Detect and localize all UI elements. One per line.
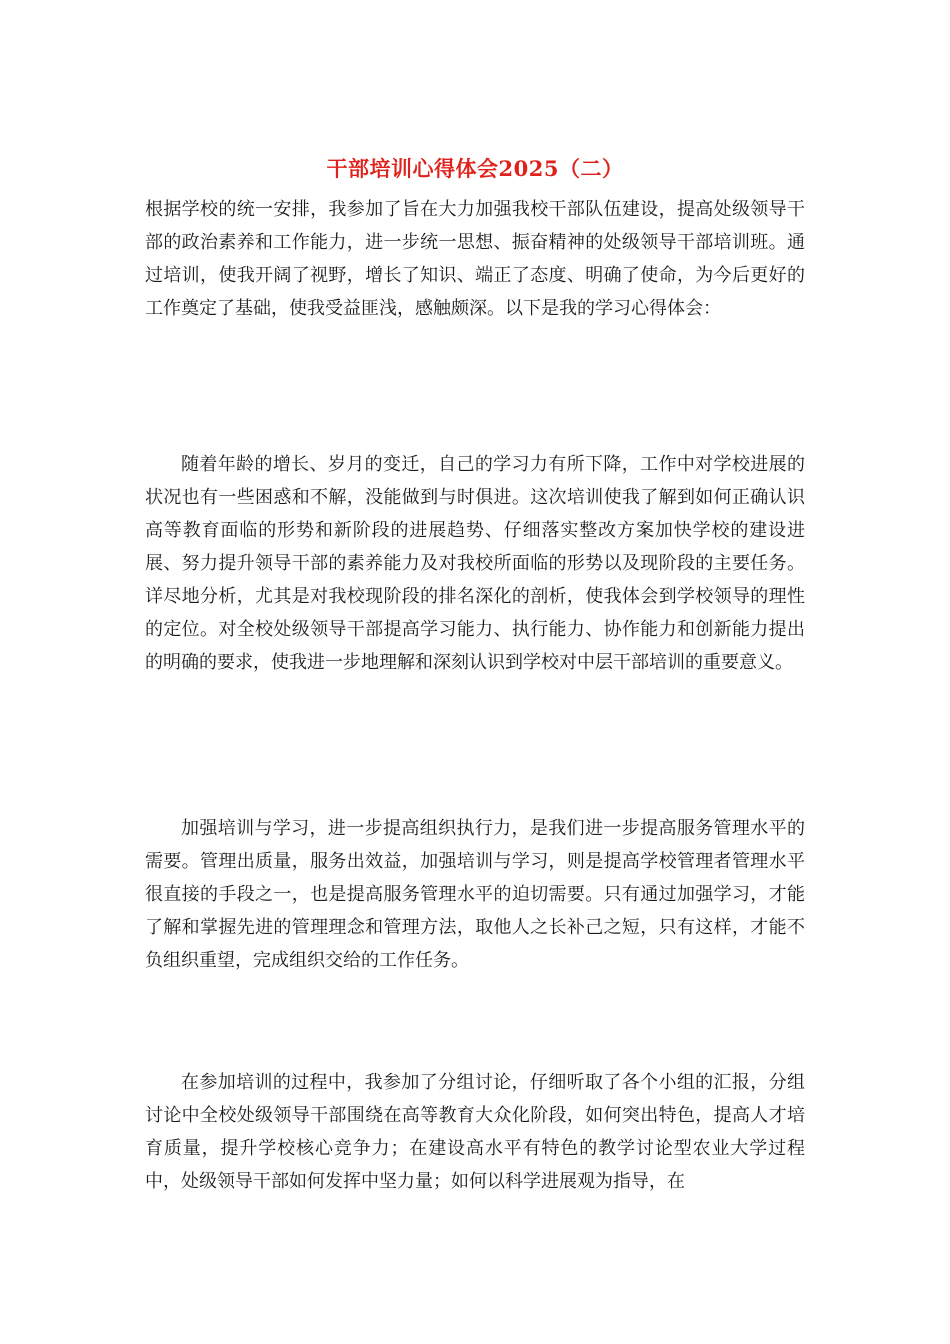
paragraph-intro: 根据学校的统一安排，我参加了旨在大力加强我校干部队伍建设，提高处级领导干部的政治素养和工作能力，进一步统一思想、振奋精神的处级领导干部培训班。通过培训，使我开阔了视野，增长了知识、端正了态度、明确了使命，为今后更好的工作奠定了基础，使我受益匪浅，感触颇深。以下是我的学习心得体会：: [145, 199, 805, 319]
document-title: 干部培训心得体会2025（二）: [326, 156, 624, 181]
paragraph-learning: 随着年龄的增长、岁月的变迁，自己的学习力有所下降，工作中对学校进展的状况也有一些困惑和不解，没能做到与时俱进。这次培训使我了解到如何正确认识高等教育面临的形势和新阶段的进展趋势、仔细落实整改方案加快学校的建设进展、努力提升领导干部的素养能力及对我校所面临的形势以及现阶段的主要任务。详尽地分析，尤其是对我校现阶段的排名深化的剖析，使我体会到学校领导的理性的定位。对全校处级领导干部提高学习能力、执行能力、协作能力和创新能力提出的明确的要求，使我进一步地理解和深刻认识到学校对中层干部培训的重要意义。: [145, 454, 805, 673]
paragraph-management: 加强培训与学习，进一步提高组织执行力，是我们进一步提高服务管理水平的需要。管理出质量，服务出效益，加强培训与学习，则是提高学校管理者管理水平很直接的手段之一，也是提高服务管理水平的迫切需要。只有通过加强学习，才能了解和掌握先进的管理理念和管理方法，取他人之长补己之短，只有这样，才能不负组织重望，完成组织交给的工作任务。: [145, 818, 805, 971]
paragraph-discussion: 在参加培训的过程中，我参加了分组讨论，仔细听取了各个小组的汇报，分组讨论中全校处级领导干部围绕在高等教育大众化阶段，如何突出特色，提高人才培育质量，提升学校核心竞争力；在建设高水平有特色的教学讨论型农业大学过程中，处级领导干部如何发挥中坚力量；如何以科学进展观为指导，在: [145, 1072, 805, 1192]
